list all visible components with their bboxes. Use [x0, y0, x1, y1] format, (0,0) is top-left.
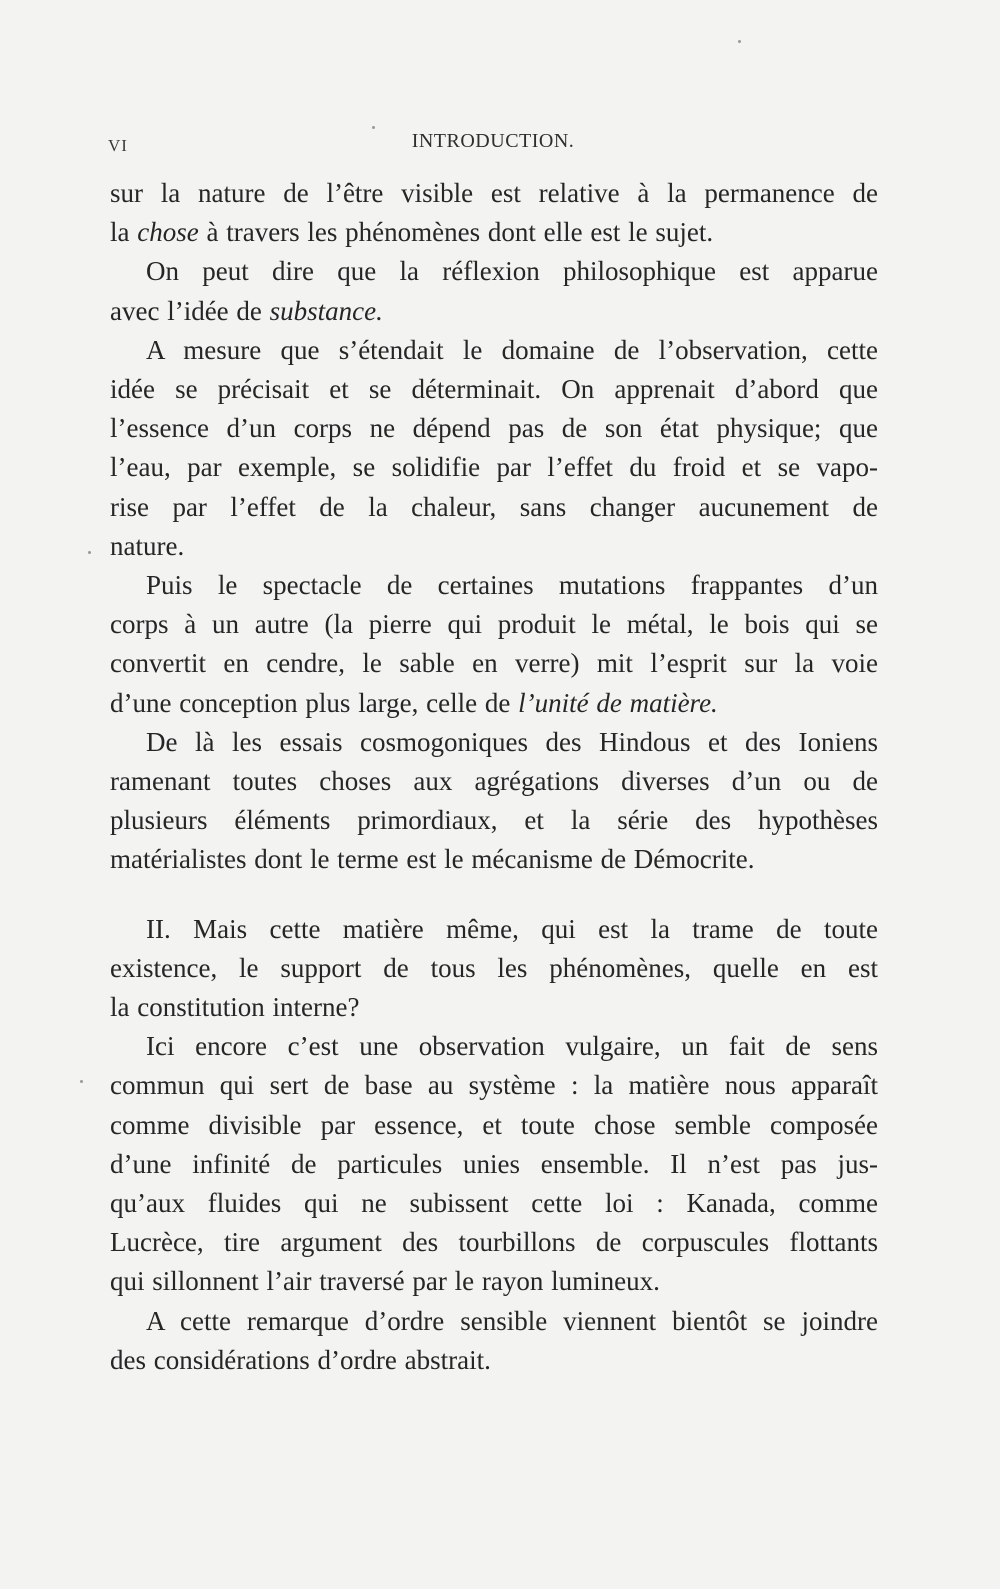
text-line — [110, 1027, 878, 1066]
text-line — [110, 1262, 878, 1301]
paragraph — [110, 1027, 878, 1301]
paragraph — [110, 1302, 878, 1380]
text-line — [110, 762, 878, 801]
paragraph — [110, 566, 878, 723]
text-run: d’une conception plus large, celle de — [110, 687, 519, 718]
text-line — [110, 1341, 878, 1380]
italic-term: chose — [137, 217, 199, 248]
text-run: l’essence d’un corps ne dépend pas de son état physique; que — [110, 413, 878, 444]
text-run: des considérations d’ordre abstrait. — [110, 1344, 491, 1375]
text-line — [110, 1066, 878, 1105]
text-run: Lucrèce, tire argument des tourbillons de corpuscules flottants — [110, 1227, 878, 1258]
text-run: On peut dire que la réflexion philosophique est apparue — [146, 256, 878, 287]
running-head — [108, 130, 878, 160]
text-run: la — [110, 217, 138, 248]
text-line — [110, 370, 878, 409]
text-run: nature. — [110, 530, 185, 561]
paper-speck — [80, 1080, 83, 1083]
text-run: à travers les phénomènes dont elle est le sujet. — [198, 217, 714, 248]
text-run: A cette remarque d’ordre sensible viennent bientôt se joindre — [146, 1305, 878, 1336]
text-line — [110, 644, 878, 683]
text-line — [110, 723, 878, 762]
text-run: II. Mais cette matière même, qui est la trame de toute — [146, 913, 878, 944]
text-line — [110, 174, 878, 213]
text-run: sur la nature de l’être visible est relative à la permanence de — [110, 178, 878, 208]
text-run: idée se précisait et se déterminait. On apprenait d’abord que — [110, 374, 878, 405]
text-line — [110, 292, 878, 331]
text-run: existence, le support de tous les phénomènes, quelle en est — [110, 952, 878, 983]
paragraph — [110, 331, 878, 566]
text-run: d’une infinité de particules unies ensemble. Il n’est pas jus- — [110, 1148, 878, 1179]
text-line — [110, 605, 878, 644]
text-line — [110, 213, 878, 252]
text-line — [110, 1145, 878, 1184]
text-line — [110, 988, 878, 1027]
text-run: De là les essais cosmogoniques des Hindous et des Ioniens — [146, 726, 878, 757]
italic-term: l’unité de matière. — [518, 687, 718, 718]
text-line — [110, 409, 878, 448]
text-line — [110, 840, 878, 879]
paper-speck — [738, 40, 741, 43]
text-line — [110, 566, 878, 605]
text-line — [110, 684, 878, 723]
text-run: Ici encore c’est une observation vulgaire, un fait de sens — [146, 1031, 878, 1062]
paragraph — [110, 252, 878, 330]
text-line — [110, 252, 878, 291]
text-run: convertit en cendre, le sable en verre) mit l’esprit sur la voie — [110, 648, 878, 679]
text-line — [110, 1106, 878, 1145]
page-number: VI — [108, 136, 128, 155]
text-run: commun qui sert de base au système : la matière nous apparaît — [110, 1070, 878, 1101]
paragraph — [110, 723, 878, 880]
section-paragraph — [110, 910, 878, 1028]
text-run: matérialistes dont le terme est le mécanisme de Démocrite. — [110, 844, 755, 875]
text-run: A mesure que s’étendait le domaine de l’observation, cette — [146, 334, 878, 365]
text-run: qu’aux fluides qui ne subissent cette loi : Kanada, comme — [110, 1188, 878, 1219]
text-line — [110, 488, 878, 527]
paper-speck — [88, 551, 91, 554]
text-line — [110, 527, 878, 566]
text-line — [110, 1184, 878, 1223]
running-title: INTRODUCTION. — [411, 130, 575, 152]
text-line — [110, 331, 878, 370]
body-text — [110, 174, 878, 1380]
italic-term: substance. — [269, 295, 383, 326]
paper-speck — [372, 126, 375, 129]
paragraph — [110, 174, 878, 252]
text-run: qui sillonnent l’air traversé par le rayon lumineux. — [110, 1266, 660, 1297]
text-run: rise par l’effet de la chaleur, sans changer aucunement de — [110, 491, 878, 522]
text-line — [110, 1223, 878, 1262]
text-line — [110, 801, 878, 840]
text-run: corps à un autre (la pierre qui produit le métal, le bois qui se — [110, 609, 878, 640]
text-line — [110, 1302, 878, 1341]
text-run: Puis le spectacle de certaines mutations frappantes d’un — [146, 570, 878, 601]
text-run: plusieurs éléments primordiaux, et la série des hypothèses — [110, 805, 878, 836]
text-line — [110, 910, 878, 949]
text-run: avec l’idée de — [110, 295, 270, 326]
text-line — [110, 448, 878, 487]
text-run: l’eau, par exemple, se solidifie par l’effet du froid et se vapo- — [110, 452, 878, 483]
text-run: comme divisible par essence, et toute chose semble composée — [110, 1109, 878, 1140]
text-run: ramenant toutes choses aux agrégations diverses d’un ou de — [110, 766, 878, 797]
text-run: la constitution interne? — [110, 992, 360, 1023]
text-line — [110, 949, 878, 988]
